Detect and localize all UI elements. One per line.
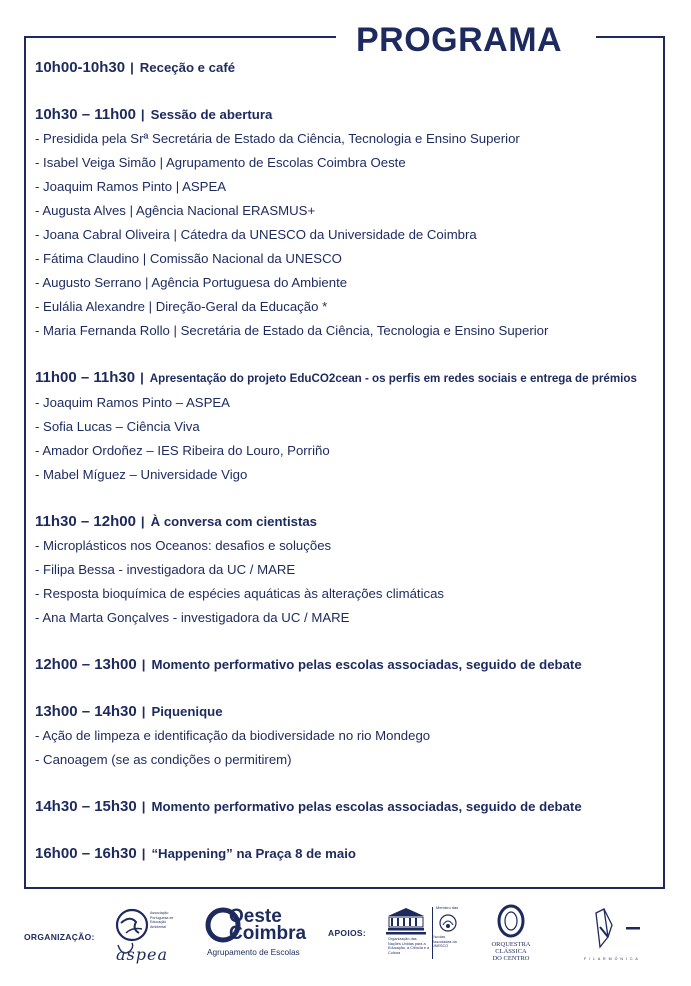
session-block — [35, 56, 665, 80]
unesco-temple-icon — [386, 907, 426, 937]
orquestra-text — [486, 941, 536, 962]
session-separator: | — [130, 60, 134, 75]
session-item: - Canoagem (se as condições o permitirem) — [35, 752, 292, 767]
session-heading — [35, 653, 665, 677]
session-time: 14h30 – 15h30 — [35, 798, 137, 815]
session-title: À conversa com cientistas — [150, 514, 318, 529]
program-content — [35, 56, 665, 889]
escolas-emblem-icon — [438, 913, 458, 933]
session-title: “Happening” na Praça 8 de maio — [151, 846, 356, 861]
session-separator: | — [141, 657, 146, 672]
organization-label: ORGANIZAÇÃO: — [24, 932, 95, 942]
orquestra-line2: CLÁSSICA — [495, 948, 527, 955]
session-time: 13h00 – 14h30 — [35, 703, 137, 720]
session-item: - Augusta Alves | Agência Nacional ERASMUS+ — [35, 203, 316, 218]
apoios-label: APOIOS: — [328, 928, 366, 938]
session-heading — [35, 842, 665, 866]
session-time: 11h00 – 11h30 — [35, 369, 136, 386]
orquestra-logo — [486, 903, 536, 969]
orquestra-line1: ORQUESTRA — [491, 941, 531, 948]
session-time: 11h30 – 12h00 — [35, 513, 136, 530]
session-block — [35, 510, 665, 630]
session-item: - Joaquim Ramos Pinto | ASPEA — [35, 179, 227, 194]
session-item: - Joana Cabral Oliveira | Cátedra da UNESCO da Universidade de Coimbra — [35, 227, 477, 242]
session-title: Receção e café — [139, 60, 236, 75]
session-separator: | — [140, 370, 144, 385]
aspea-logo — [112, 905, 182, 967]
session-item: - Augusto Serrano | Agência Portuguesa do Ambiente — [35, 275, 348, 290]
session-block — [35, 103, 665, 343]
footer — [0, 895, 691, 975]
session-heading — [35, 103, 665, 127]
session-item: - Microplásticos nos Oceanos: desafios e soluções — [35, 538, 332, 553]
session-block — [35, 700, 665, 772]
session-heading — [35, 700, 665, 724]
escolas-associadas-logo — [428, 905, 464, 967]
session-item: - Ação de limpeza e identificação da biodiversidade no rio Mondego — [35, 728, 431, 743]
session-item: - Amador Ordoñez – IES Ribeira do Louro, Porriño — [35, 443, 330, 458]
session-heading — [35, 510, 665, 534]
unesco-logo — [382, 907, 430, 969]
session-title: Sessão de abertura — [150, 107, 273, 122]
session-item: - Resposta bioquímica de espécies aquáticas às alterações climáticas — [35, 586, 445, 601]
session-heading — [35, 366, 665, 391]
session-separator: | — [141, 704, 146, 719]
session-item: - Isabel Veiga Simão | Agrupamento de Escolas Coimbra Oeste — [35, 155, 406, 170]
oeste-coimbra-logo — [205, 905, 315, 963]
session-item: - Eulália Alexandre | Direção-Geral da Educação * — [35, 299, 328, 314]
session-item: - Maria Fernanda Rollo | Secretária de Estado da Ciência, Tecnologia e Ensino Superior — [35, 323, 549, 338]
filarmonica-name: F I L A R M Ó N I C A — [584, 957, 639, 961]
session-block — [35, 653, 665, 677]
session-item: - Joaquim Ramos Pinto – ASPEA — [35, 395, 230, 410]
session-block — [35, 366, 665, 487]
session-separator: | — [141, 799, 146, 814]
escolas-top: Membro das — [436, 905, 459, 910]
session-title: Momento performativo pelas escolas associadas, seguido de debate — [151, 657, 582, 672]
orquestra-ring-icon — [496, 903, 526, 939]
page-title: PROGRAMA — [356, 21, 563, 59]
session-block — [35, 795, 665, 819]
session-heading — [35, 795, 665, 819]
filarmonica-logo — [584, 907, 670, 967]
session-separator: | — [141, 846, 146, 861]
session-title: Momento performativo pelas escolas associadas, seguido de debate — [151, 799, 582, 814]
session-separator: | — [140, 514, 145, 529]
oeste-subtitle: Agrupamento de Escolas — [207, 947, 300, 957]
session-time: 16h00 – 16h30 — [35, 845, 137, 862]
session-time: 10h30 – 11h00 — [35, 106, 136, 123]
oeste-line2: Coimbra — [229, 923, 307, 944]
session-time: 10h00-10h30 — [35, 59, 126, 76]
session-separator: | — [140, 107, 145, 122]
session-item: - Mabel Míguez – Universidade Vigo — [35, 467, 248, 482]
escolas-bottom: Escolas Associadas da UNESCO — [432, 935, 457, 949]
session-item: - Ana Marta Gonçalves - investigadora da UC / MARE — [35, 610, 350, 625]
session-title: Piquenique — [151, 704, 223, 719]
session-item: - Filipa Bessa - investigadora da UC / MARE — [35, 562, 296, 577]
filarmonica-emblem-icon — [586, 907, 646, 953]
aspea-name: aspea — [116, 945, 168, 964]
session-item: - Sofia Lucas – Ciência Viva — [35, 419, 200, 434]
aspea-subtitle: Associação Portuguesa de Educação Ambiental — [150, 911, 174, 929]
session-item: - Presidida pela Srª Secretária de Estado da Ciência, Tecnologia e Ensino Superior — [35, 131, 520, 146]
oeste-line1: Oeste — [229, 906, 282, 927]
unesco-subtitle: Organização das Nações Unidas para a Educação, a Ciência e a Cultura — [388, 937, 430, 955]
session-item: - Fátima Claudino | Comissão Nacional da UNESCO — [35, 251, 342, 266]
session-heading — [35, 56, 665, 80]
session-block — [35, 842, 665, 866]
session-title: Apresentação do projeto EduCO2cean - os perfis em redes sociais e entrega de prémios — [149, 372, 637, 385]
orquestra-line3: DO CENTRO — [492, 955, 530, 962]
session-time: 12h00 – 13h00 — [35, 656, 137, 673]
